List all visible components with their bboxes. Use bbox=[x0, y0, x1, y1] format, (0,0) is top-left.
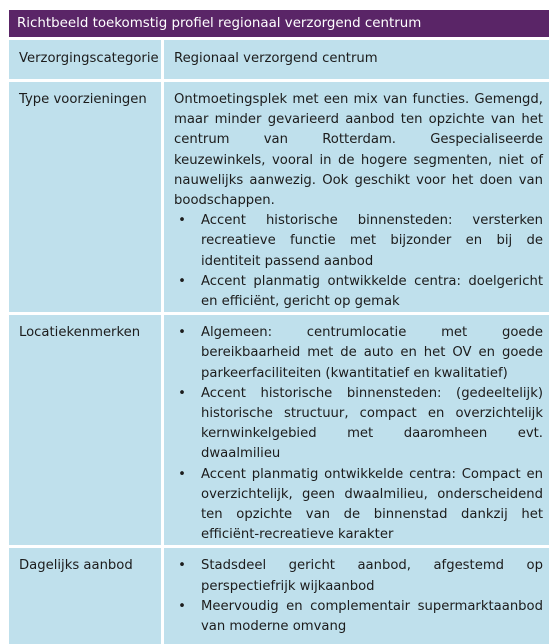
table-row bbox=[9, 548, 549, 644]
header-profile: Regionaal verzorgend centrum bbox=[164, 40, 549, 79]
table-title: Richtbeeld toekomstig profiel regionaal verzorgend centrum bbox=[9, 10, 549, 37]
bullet-list bbox=[174, 556, 543, 637]
bullet-item: • Accent historische binnensteden: (gedeeltelijk) historische structuur, compact en overzichtelijk kernwinkelgebied met daaromheen evt. dwaalmilieu bbox=[174, 384, 543, 465]
row-category: Locatiekenmerken bbox=[9, 315, 164, 545]
table-header-row bbox=[9, 40, 549, 79]
bullet-item: • Algemeen: centrumlocatie met goede bereikbaarheid met de auto en het OV en goede parkeerfaciliteiten (kwantitatief en kwalitatief) bbox=[174, 323, 543, 384]
document-page bbox=[9, 10, 549, 635]
table-row bbox=[9, 82, 549, 312]
bullet-item: • Accent historische binnensteden: versterken recreatieve functie met bijzonder en bij de identiteit passend aanbod bbox=[174, 211, 543, 272]
bullet-icon: • bbox=[178, 385, 186, 401]
profile-table bbox=[9, 40, 549, 644]
bullet-item: • Meervoudig en complementair supermarktaanbod van moderne omvang bbox=[174, 597, 543, 637]
bullet-list bbox=[174, 211, 543, 312]
row-category: Type voorzieningen bbox=[9, 82, 164, 312]
row-description bbox=[164, 82, 549, 312]
bullet-list bbox=[174, 323, 543, 545]
bullet-item: • Accent planmatig ontwikkelde centra: Compact en overzichtelijk, geen dwaalmilieu, onderscheidend ten opzichte van de binnenstad dankzij het efficiënt-recreatieve karakter bbox=[174, 465, 543, 546]
bullet-item: • Stadsdeel gericht aanbod, afgestemd op perspectiefrijk wijkaanbod bbox=[174, 556, 543, 596]
bullet-item: • Accent planmatig ontwikkelde centra: doelgericht en efficiënt, gericht op gemak bbox=[174, 272, 543, 312]
bullet-icon: • bbox=[178, 466, 186, 482]
row-description bbox=[164, 548, 549, 644]
bullet-icon: • bbox=[178, 213, 186, 229]
row-description bbox=[164, 315, 549, 545]
bullet-icon: • bbox=[178, 273, 186, 289]
bullet-icon: • bbox=[178, 558, 186, 574]
bullet-icon: • bbox=[178, 325, 186, 341]
table-row bbox=[9, 315, 549, 545]
header-category: Verzorgingscategorie bbox=[9, 40, 164, 79]
row-intro-text: Ontmoetingsplek met een mix van functies. Gemengd, maar minder gevarieerd aanbod ten opzichte van het centrum van Rotterdam. Gespecialiseerde keuzewinkels, vooral in de hogere segmenten, niet of nauwelijks aanwezig. Ook geschikt voor het doen van boodschappen. bbox=[174, 92, 543, 209]
bullet-icon: • bbox=[178, 598, 186, 614]
row-category: Dagelijks aanbod bbox=[9, 548, 164, 644]
